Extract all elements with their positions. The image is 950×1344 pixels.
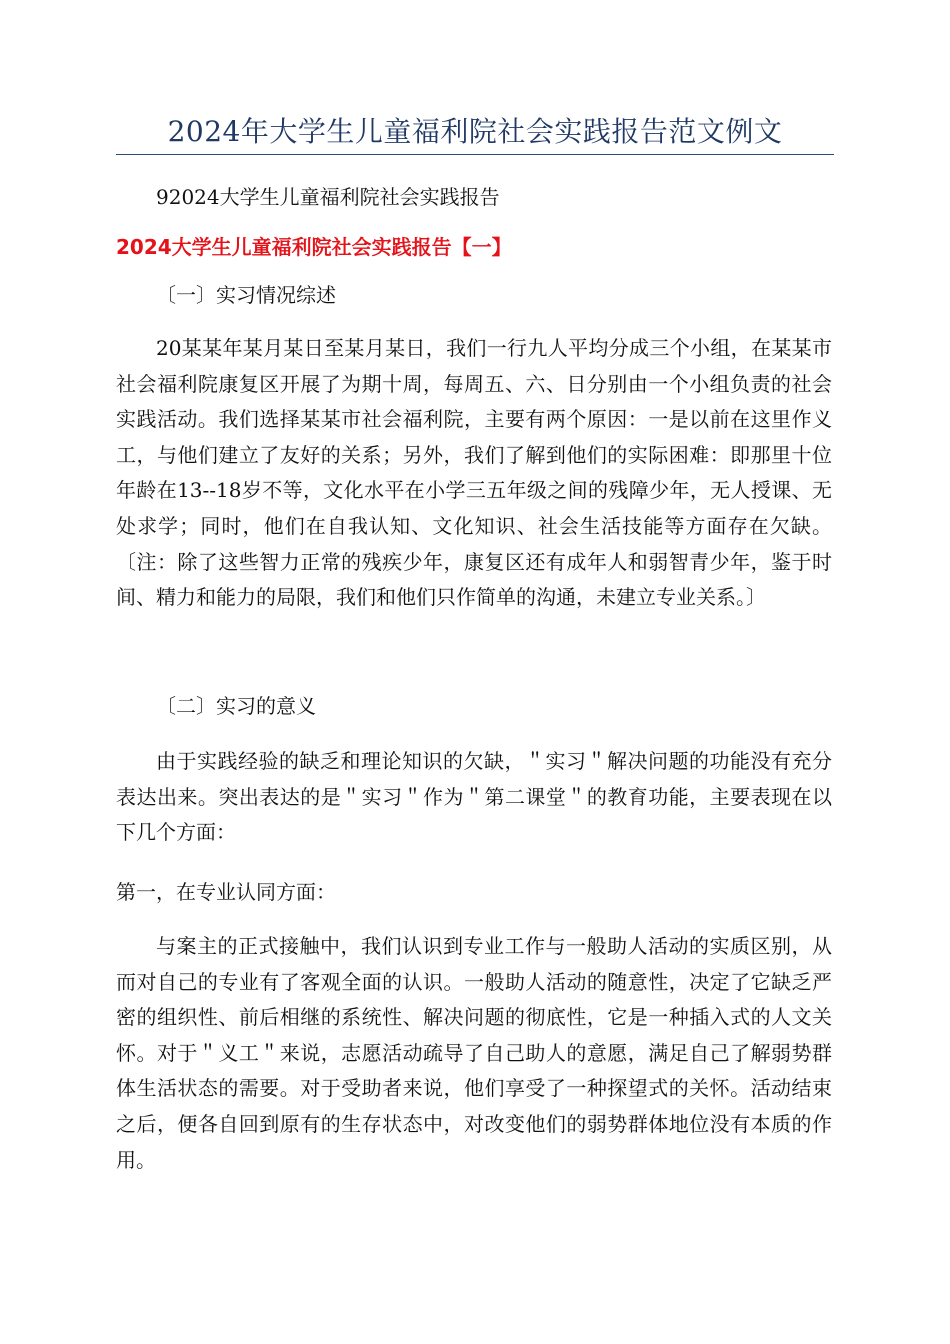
title-underline — [116, 154, 834, 155]
section-heading-overview: 〔一〕实习情况综述 — [156, 283, 336, 307]
point-heading-professional-identity: 第一，在专业认同方面： — [116, 880, 336, 904]
document-title: 2024年大学生儿童福利院社会实践报告范文例文 — [167, 115, 783, 148]
document-subtitle: 92024大学生儿童福利院社会实践报告 — [156, 185, 500, 209]
paragraph-overview: 20某某年某月某日至某月某日，我们一行九人平均分成三个小组，在某某市社会福利院康复区开展了为期十周，每周五、六、日分别由一个小组负责的社会实践活动。我们选择某某市社会福利院，主要有两个原因：一是以前在这里作义工，与他们建立了友好的关系；另外，我们了解到他们的实际困难：即那里十位年龄在13--18岁不等，文化水平在小学三五年级之间的残障少年，无人授课、无处求学；同时，他们在自我认知、文化知识、社会生活技能等方面存在欠缺。〔注：除了这些智力正常的残疾少年，康复区还有成年人和弱智青少年，鉴于时间、精力和能力的局限，我们和他们只作简单的沟通，未建立专业关系。〕 — [116, 336, 832, 610]
report-heading: 2024大学生儿童福利院社会实践报告【一】 — [116, 235, 512, 259]
section-heading-significance: 〔二〕实习的意义 — [156, 694, 316, 718]
paragraph-significance: 由于实践经验的缺乏和理论知识的欠缺，＂实习＂解决问题的功能没有充分表达出来。突出表达的是＂实习＂作为＂第二课堂＂的教育功能，主要表现在以下几个方面： — [116, 749, 832, 845]
paragraph-professional-identity: 与案主的正式接触中，我们认识到专业工作与一般助人活动的实质区别，从而对自己的专业有了客观全面的认识。一般助人活动的随意性，决定了它缺乏严密的组织性、前后相继的系统性、解决问题的彻底性，它是一种插入式的人文关怀。对于＂义工＂来说，志愿活动疏导了自己助人的意愿，满足自己了解弱势群体生活状态的需要。对于受助者来说，他们享受了一种探望式的关怀。活动结束之后，便各自回到原有的生存状态中，对改变他们的弱势群体地位没有本质的作用。 — [116, 934, 832, 1172]
